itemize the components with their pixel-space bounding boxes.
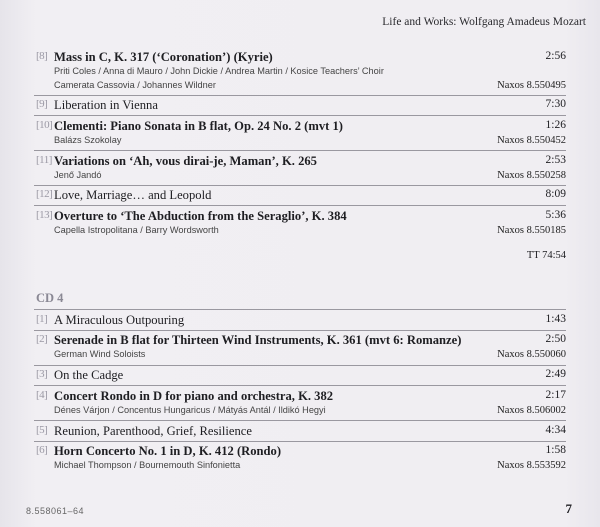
track-duration: 1:58 [545, 444, 566, 456]
page-header: Life and Works: Wolfgang Amadeus Mozart [382, 16, 586, 28]
track-performers: Dénes Várjon / Concentus Hungaricus / Mátyás Antál / Ildikó Hegyi [54, 405, 326, 415]
track-item [36, 119, 566, 149]
divider [34, 115, 566, 116]
catalog-code: 8.558061–64 [26, 506, 85, 516]
track-duration: 2:53 [545, 154, 566, 166]
track-title: Liberation in Vienna [54, 98, 158, 112]
track-number: [10] [36, 119, 53, 131]
track-performers: Capella Istropolitana / Barry Wordsworth [54, 225, 219, 235]
track-title: Clementi: Piano Sonata in B flat, Op. 24 No. 2 (mvt 1) [54, 119, 343, 133]
track-performers: Balázs Szokolay [54, 135, 122, 145]
track-item [36, 313, 566, 329]
track-title: Concert Rondo in D for piano and orchestra, K. 382 [54, 389, 334, 403]
track-title: On the Cadge [54, 368, 124, 382]
track-title: Overture to ‘The Abduction from the Seraglio’, K. 384 [54, 209, 347, 223]
track-item [36, 444, 566, 474]
divider [34, 385, 566, 386]
divider [34, 330, 566, 331]
track-duration: 2:56 [545, 50, 566, 62]
divider [34, 309, 566, 310]
track-performers-continued: Camerata Cassovia / Johannes Wildner [54, 80, 216, 90]
track-catalog: Naxos 8.553592 [497, 460, 566, 471]
page-number: 7 [565, 501, 572, 516]
track-number: [6] [36, 444, 48, 456]
track-performers: Priti Coles / Anna di Mauro / John Dickie / Andrea Martin / Kosice Teachers’ Choir [54, 66, 384, 76]
track-catalog: Naxos 8.550185 [497, 225, 566, 236]
track-performers: Michael Thompson / Bournemouth Sinfonietta [54, 460, 241, 470]
divider [34, 185, 566, 186]
track-title: Serenade in B flat for Thirteen Wind Instruments, K. 361 (mvt 6: Romanze) [54, 333, 462, 347]
track-item [36, 368, 566, 384]
divider [34, 95, 566, 96]
track-duration: 7:30 [545, 98, 566, 110]
track-number: [12] [36, 188, 53, 200]
track-number: [1] [36, 313, 48, 325]
total-time: TT 74:54 [526, 250, 566, 261]
track-catalog: Naxos 8.550452 [497, 135, 566, 146]
track-item [36, 98, 566, 114]
track-performers: Jenő Jandó [54, 170, 102, 180]
track-duration: 1:43 [545, 313, 566, 325]
track-catalog: Naxos 8.550495 [497, 80, 566, 91]
track-duration: 2:17 [545, 389, 566, 401]
divider [34, 365, 566, 366]
track-item [36, 209, 566, 239]
track-item [36, 50, 566, 94]
track-duration: 2:50 [545, 333, 566, 345]
track-item [36, 424, 566, 440]
track-number: [9] [36, 98, 48, 110]
track-title: Mass in C, K. 317 (‘Coronation’) (Kyrie) [54, 50, 273, 64]
divider [34, 420, 566, 421]
track-duration: 2:49 [545, 368, 566, 380]
track-performers: German Wind Soloists [54, 349, 146, 359]
track-catalog: Naxos 8.550258 [497, 170, 566, 181]
track-number: [13] [36, 209, 53, 221]
divider [34, 205, 566, 206]
divider [34, 150, 566, 151]
track-title: Horn Concerto No. 1 in D, K. 412 (Rondo) [54, 444, 282, 458]
track-number: [2] [36, 333, 48, 345]
track-number: [5] [36, 424, 48, 436]
cd-heading: CD 4 [36, 291, 64, 305]
track-duration: 4:34 [545, 424, 566, 436]
track-catalog: Naxos 8.506002 [497, 405, 566, 416]
track-title: Variations on ‘Ah, vous dirai-je, Maman’, K. 265 [54, 154, 317, 168]
track-number: [3] [36, 368, 48, 380]
track-title: Love, Marriage… and Leopold [54, 188, 212, 202]
track-number: [8] [36, 50, 48, 62]
track-duration: 1:26 [545, 119, 566, 131]
track-title: Reunion, Parenthood, Grief, Resilience [54, 424, 252, 438]
track-catalog: Naxos 8.550060 [497, 349, 566, 360]
track-item [36, 333, 566, 363]
track-item [36, 389, 566, 419]
track-duration: 5:36 [545, 209, 566, 221]
track-number: [4] [36, 389, 48, 401]
track-duration: 8:09 [545, 188, 566, 200]
track-item [36, 188, 566, 204]
divider [34, 441, 566, 442]
track-title: A Miraculous Outpouring [54, 313, 185, 327]
track-number: [11] [36, 154, 52, 166]
track-item [36, 154, 566, 184]
